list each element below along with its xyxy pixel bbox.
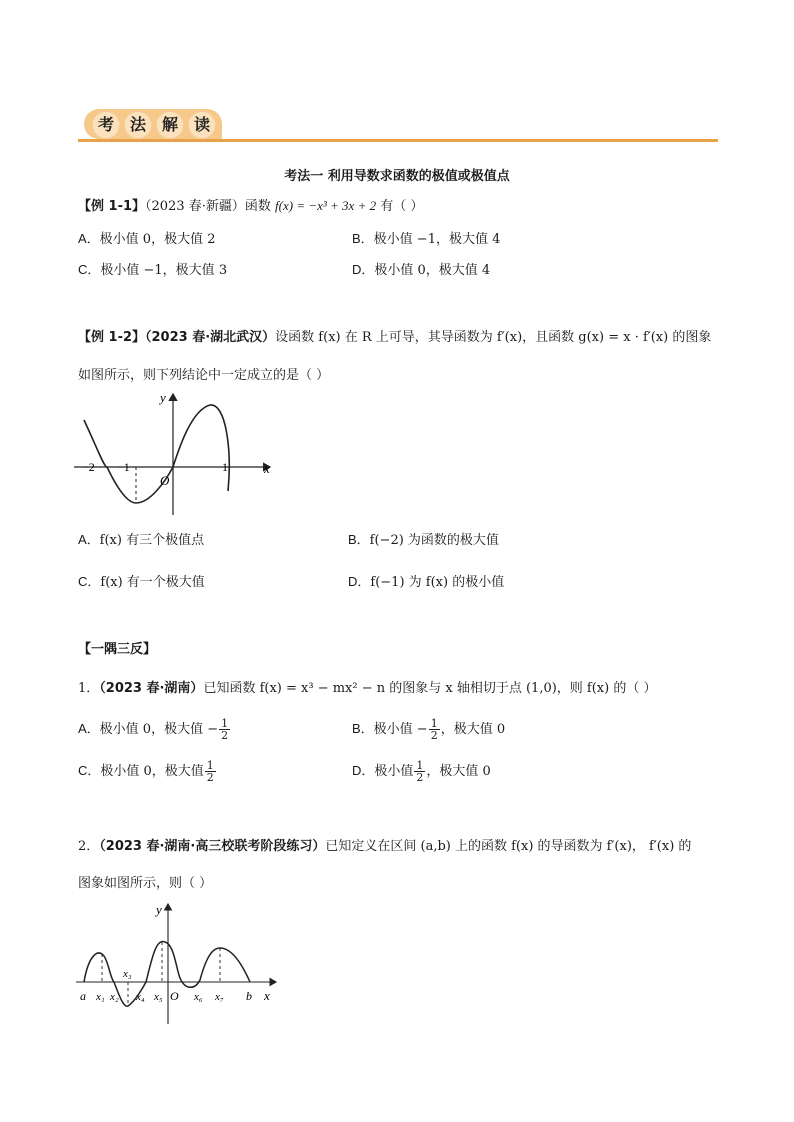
fraction-denominator: 2: [206, 771, 214, 784]
option-label: C．: [78, 262, 101, 277]
example-1-2-option-d[interactable]: [348, 573, 504, 592]
example-1-2-option-b[interactable]: [348, 531, 499, 550]
option-label: D．: [348, 574, 371, 589]
label-x4: x₄: [136, 991, 145, 1003]
example-1-1-text: 函数: [244, 199, 271, 214]
fraction: [219, 718, 230, 741]
label-x5: x₅: [154, 991, 163, 1003]
label-b: b: [246, 989, 252, 1003]
option-text: f(x) 有三个极值点: [99, 533, 205, 548]
fraction-numerator: 1: [221, 717, 229, 730]
header-char-3: 解: [156, 111, 184, 139]
option-text: 极小值: [374, 764, 414, 779]
option-text: 极小值 0，极大值 4: [374, 263, 491, 278]
tick-minus-1: −1: [117, 460, 130, 474]
q2-number: 2．: [78, 839, 100, 854]
example-1-1-function: f(x) = −x³ + 3x + 2: [275, 198, 377, 213]
tick-minus-2: −2: [82, 460, 95, 474]
practice-q1-question: [78, 680, 656, 698]
label-a: a: [80, 989, 86, 1003]
q1-source: （2023 春·湖南）: [99, 681, 204, 696]
example-1-2-question-line2: 如图所示，则下列结论中一定成立的是（ ）: [78, 368, 330, 383]
q1-number: 1．: [78, 681, 100, 696]
example-1-2-question-line1: [78, 329, 711, 347]
example-1-2-option-a[interactable]: [78, 531, 204, 550]
option-text: 极小值 0，极大值 −: [99, 722, 219, 737]
fraction-denominator: 2: [221, 729, 229, 742]
example-1-1-option-d[interactable]: [352, 261, 490, 280]
q1-option-c[interactable]: [78, 760, 217, 783]
option-text: 极小值 −: [373, 722, 428, 737]
option-label: C．: [78, 574, 101, 589]
f-prime-curve: [84, 941, 250, 1006]
tick-1: 1: [222, 460, 228, 474]
option-tail: ，极大值 0: [426, 764, 491, 779]
practice-heading: 【一隅三反】: [78, 642, 157, 657]
fraction: [429, 718, 440, 741]
label-x2: x₂: [110, 991, 119, 1003]
option-text: f(−1) 为 f(x) 的极小值: [370, 575, 505, 590]
label-x3: x₃: [123, 968, 132, 980]
option-text: f(−2) 为函数的极大值: [369, 533, 499, 548]
example-1-2-option-c[interactable]: [78, 573, 205, 592]
fraction: [205, 760, 216, 783]
y-label: y: [156, 902, 162, 917]
option-label: B．: [352, 721, 374, 736]
g-curve: [84, 405, 229, 503]
q1-text: 已知函数 f(x) = x³ − mx² − n 的图象与 x 轴相切于点 (1,0)，则 f(x) 的（ ）: [203, 681, 657, 696]
example-1-2-line1: 设函数 f(x) 在 R 上可导，其导函数为 f′(x)，且函数 g(x) = x · f′(x) 的图象: [275, 330, 712, 345]
option-text: 极小值 −1，极大值 4: [373, 232, 501, 247]
example-1-1-source: （2023 春·新疆）: [145, 199, 245, 214]
header-char-1: 考: [92, 111, 120, 139]
q2-line1: 已知定义在区间 (a,b) 上的函数 f(x) 的导函数为 f′(x)， f′(x) 的: [325, 839, 692, 854]
fraction-numerator: 1: [206, 759, 214, 772]
x-label: x: [264, 988, 270, 1003]
header-char-4: 读: [188, 111, 216, 139]
option-tail: ，极大值 0: [440, 722, 506, 737]
option-label: D．: [352, 262, 375, 277]
origin-label: O: [160, 473, 170, 488]
fraction-numerator: 1: [416, 759, 424, 772]
example-1-2-tag: 【例 1-2】: [78, 330, 146, 345]
header-divider: [78, 139, 718, 142]
example-1-1-tag: 【例 1-1】: [78, 199, 146, 214]
header-char-2: 法: [124, 111, 152, 139]
origin-label: O: [170, 989, 179, 1003]
section-title: 考法一 利用导数求函数的极值或极值点: [284, 169, 510, 184]
example-1-1-question: [78, 197, 423, 216]
option-text: 极小值 0，极大值: [100, 764, 204, 779]
example-1-1-text-end: 有（ ）: [380, 199, 424, 214]
label-x1: x₁: [96, 991, 105, 1003]
graph-g-of-x: [70, 390, 280, 520]
option-label: C．: [78, 763, 101, 778]
fraction-denominator: 2: [416, 771, 424, 784]
option-label: D．: [352, 763, 375, 778]
option-label: B．: [348, 532, 370, 547]
graph-f-prime: [70, 898, 285, 1028]
fraction-denominator: 2: [430, 729, 438, 742]
x-label: x: [264, 461, 270, 476]
option-text: 极小值 −1，极大值 3: [100, 263, 228, 278]
example-1-1-option-c[interactable]: [78, 261, 227, 280]
example-1-1-option-a[interactable]: [78, 230, 215, 249]
label-x6: x₆: [194, 991, 203, 1003]
option-label: A．: [78, 532, 100, 547]
practice-q2-question-line1: [78, 838, 691, 856]
q2-source: （2023 春·湖南·高三校联考阶段练习）: [99, 839, 326, 854]
option-label: A．: [78, 231, 100, 246]
option-label: B．: [352, 231, 374, 246]
option-label: A．: [78, 721, 100, 736]
label-x7: x₇: [215, 991, 224, 1003]
option-text: f(x) 有一个极大值: [100, 575, 205, 590]
practice-q2-question-line2: 图象如图所示，则（ ）: [78, 876, 213, 891]
q1-option-b[interactable]: [352, 718, 505, 741]
option-text: 极小值 0，极大值 2: [99, 232, 216, 247]
fraction-numerator: 1: [430, 717, 438, 730]
fraction: [414, 760, 425, 783]
example-1-1-option-b[interactable]: [352, 230, 500, 249]
y-label: y: [160, 390, 166, 405]
example-1-2-source: （2023 春·湖北武汉）: [145, 330, 276, 345]
q1-option-a[interactable]: [78, 718, 231, 741]
q1-option-d[interactable]: [352, 760, 491, 783]
